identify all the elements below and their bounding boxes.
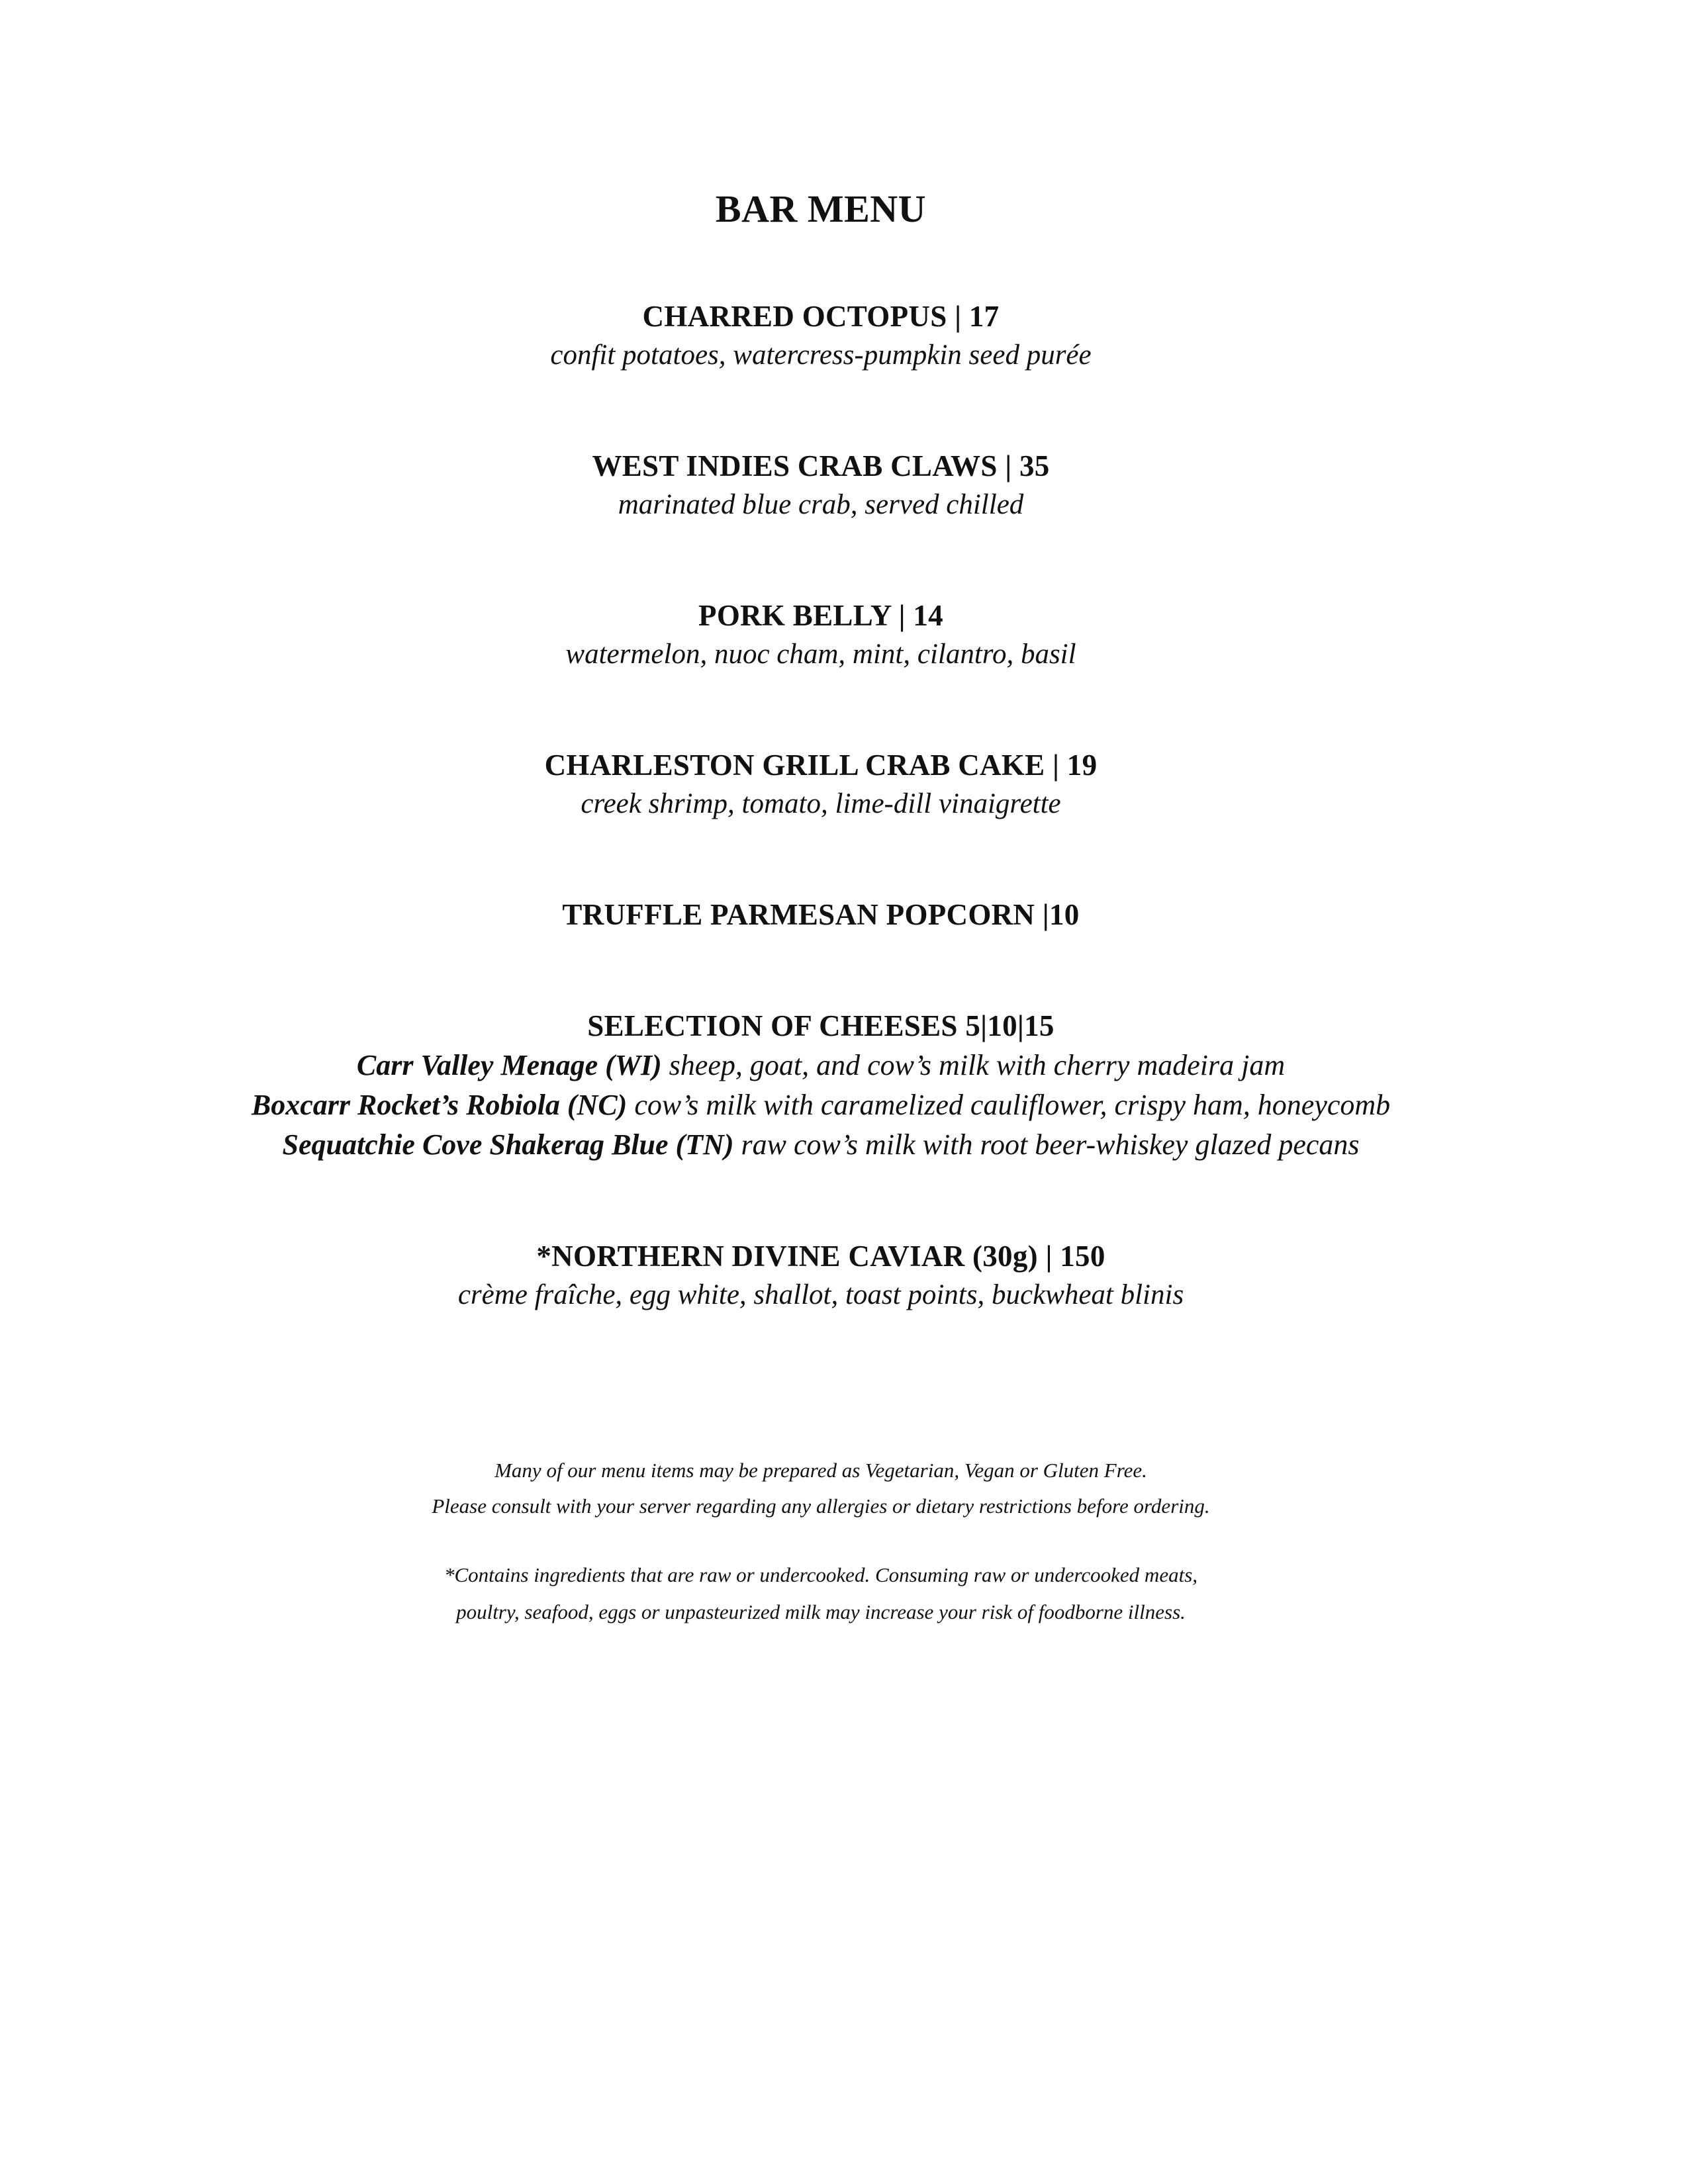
caviar-item-name: *NORTHERN DIVINE CAVIAR (30g) | 150	[536, 1240, 1105, 1273]
cheese-entry	[0, 1088, 1642, 1122]
menu-item-name: TRUFFLE PARMESAN POPCORN |10	[562, 898, 1080, 931]
caviar-item-description: crème fraîche, egg white, shallot, toast points, buckwheat blinis	[457, 1279, 1184, 1310]
cheese-name: Boxcarr Rocket’s Robiola (NC)	[251, 1089, 628, 1121]
cheese-entry	[0, 1128, 1642, 1161]
cheese-entry	[0, 1048, 1642, 1082]
cheese-description: cow’s milk with caramelized cauliflower, crispy ham, honeycomb	[627, 1089, 1391, 1121]
menu-item-name: WEST INDIES CRAB CLAWS | 35	[592, 449, 1050, 482]
menu-item-name: CHARLESTON GRILL CRAB CAKE | 19	[544, 749, 1098, 782]
page-title: BAR MENU	[715, 187, 927, 230]
cheese-description: raw cow’s milk with root beer-whiskey glazed pecans	[733, 1128, 1360, 1161]
cheese-name: Carr Valley Menage (WI)	[356, 1049, 662, 1081]
cheese-name: Sequatchie Cove Shakerag Blue (TN)	[282, 1128, 734, 1161]
menu-item-description: watermelon, nuoc cham, mint, cilantro, basil	[565, 639, 1076, 670]
cheese-description: sheep, goat, and cow’s milk with cherry madeira jam	[661, 1049, 1286, 1081]
menu-item-name: CHARRED OCTOPUS | 17	[642, 300, 1000, 333]
dietary-note-line: Please consult with your server regarding any allergies or dietary restrictions before ordering.	[432, 1494, 1210, 1518]
menu-item-description: confit potatoes, watercress-pumpkin seed purée	[550, 340, 1092, 371]
raw-food-warning-line: *Contains ingredients that are raw or undercooked. Consuming raw or undercooked meats,	[444, 1563, 1198, 1586]
cheese-section-heading: SELECTION OF CHEESES 5|10|15	[587, 1009, 1055, 1042]
menu-item-name: PORK BELLY | 14	[698, 599, 943, 632]
menu-item-description: creek shrimp, tomato, lime-dill vinaigrette	[581, 788, 1061, 819]
menu-item-description: marinated blue crab, served chilled	[618, 489, 1024, 520]
raw-food-warning-line: poultry, seafood, eggs or unpasteurized milk may increase your risk of foodborne illness.	[456, 1600, 1186, 1623]
dietary-note-line: Many of our menu items may be prepared as Vegetarian, Vegan or Gluten Free.	[494, 1459, 1147, 1482]
